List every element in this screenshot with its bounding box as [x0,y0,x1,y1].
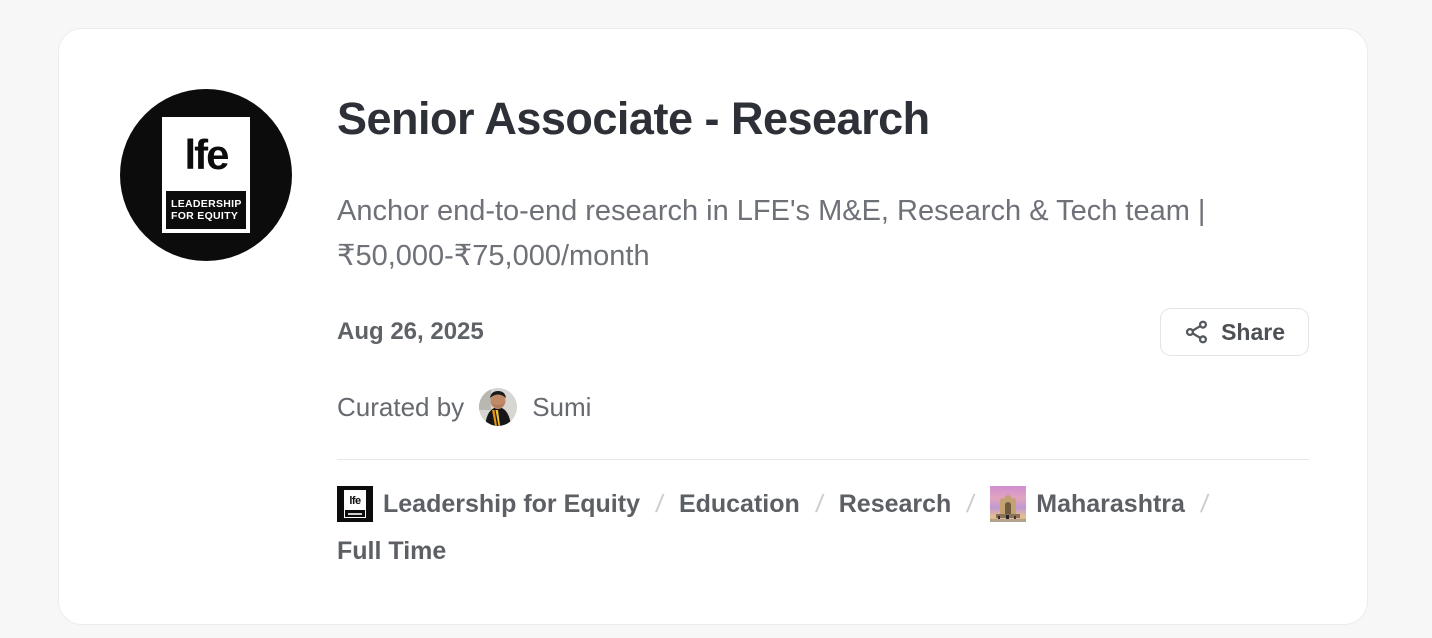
company-logo-abbr: lfe [184,131,228,178]
date-share-row [337,308,1309,356]
tag-separator: / [813,489,825,518]
company-logo-inner [162,117,250,233]
tag-separator: / [654,489,665,518]
posted-date: Aug 26, 2025 [337,318,484,345]
tags-row [337,486,1309,566]
company-logo-tagline-line2: FOR EQUITY [171,210,239,222]
tag-function-label: Research [838,489,952,518]
tag-sector-label: Education [678,489,800,518]
company-logo-icon [120,89,292,261]
tag-function[interactable] [839,490,952,519]
company-logo-tagline-line1: LEADERSHIP [171,197,242,210]
maharashtra-photo-icon [990,486,1026,522]
tag-sector[interactable] [679,490,800,519]
share-nodes-icon [1184,319,1210,345]
share-button[interactable] [1160,308,1309,356]
tag-location-label: Maharashtra [1036,489,1185,518]
company-logo-tagline [166,191,246,229]
curator-avatar [479,388,517,426]
curated-by-label: Curated by [337,391,465,422]
job-subtitle: Anchor end-to-end research in LFE's M&E, Research & Tech team | ₹50,000-₹75,000/month [337,195,1206,272]
tag-company-label: Leadership for Equity [383,489,640,518]
tag-employment-type[interactable] [337,537,446,566]
curated-by-row [337,388,591,426]
job-title: Senior Associate - Research [337,93,930,144]
tag-separator: / [1199,489,1210,518]
job-card-content [337,29,1309,624]
tag-employment-type-label: Full Time [337,537,447,565]
job-posting-card [58,28,1368,625]
tag-separator: / [965,489,977,518]
company-tag-logo-icon: lfe [337,486,373,522]
divider [337,459,1309,460]
tag-location[interactable] [990,486,1185,522]
curator-name: Sumi [532,391,592,422]
share-button-label: Share [1221,318,1285,345]
tag-company[interactable] [337,486,640,522]
